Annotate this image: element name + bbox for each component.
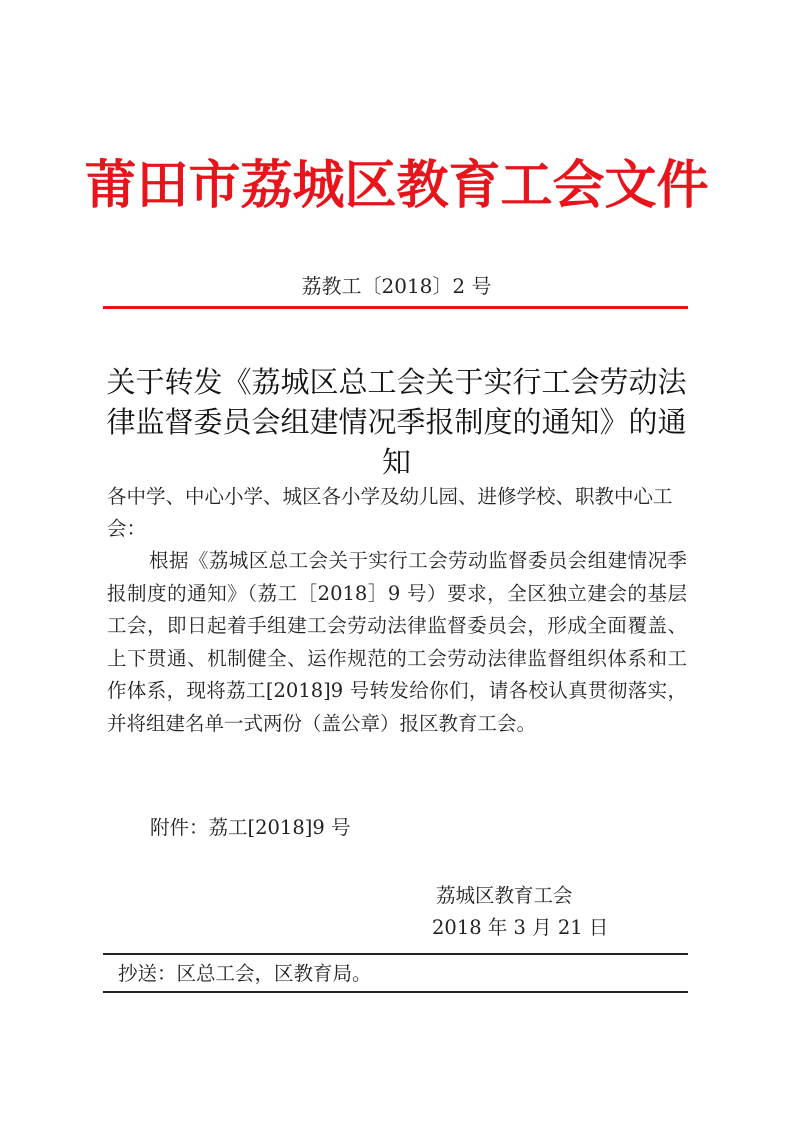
attachment-line: 附件：荔工[2018]9 号: [150, 816, 351, 839]
document-number: 荔教工〔2018〕2 号: [301, 274, 492, 298]
cc-bottom-rule: [103, 991, 688, 993]
red-separator-line: [103, 306, 688, 309]
cc-line: 抄送：区总工会，区教育局。: [118, 962, 372, 985]
subject-line-1: 关于转发《荔城区总工会关于实行工会劳动法: [106, 365, 687, 399]
signature-date: 2018 年 3 月 21 日: [432, 916, 609, 939]
signature-issuer: 荔城区教育工会: [436, 884, 573, 907]
document-header-title: 莆田市荔城区教育工会文件: [84, 155, 709, 216]
cc-top-rule: [103, 953, 688, 955]
subject-line-2: 律监督委员会组建情况季报制度的通知》的通知: [106, 405, 687, 479]
recipients: 各中学、中心小学、城区各小学及幼儿园、进修学校、职教中心工会：: [107, 485, 673, 540]
document-subject: [100, 362, 693, 482]
body-paragraph: 根据《荔城区总工会关于实行工会劳动监督委员会组建情况季报制度的通知》（荔工［2018］9 号）要求，全区独立建会的基层工会，即日起着手组建工会劳动法律监督委员会，形成全面覆盖、上下贯通、机制健全、运作规范的工会劳动法律监督组织体系和工作体系，现将荔工[2018]9 号转发给你们，请各校认真贯彻落实，并将组建名单一式两份（盖公章）报区教育工会。: [107, 549, 687, 735]
